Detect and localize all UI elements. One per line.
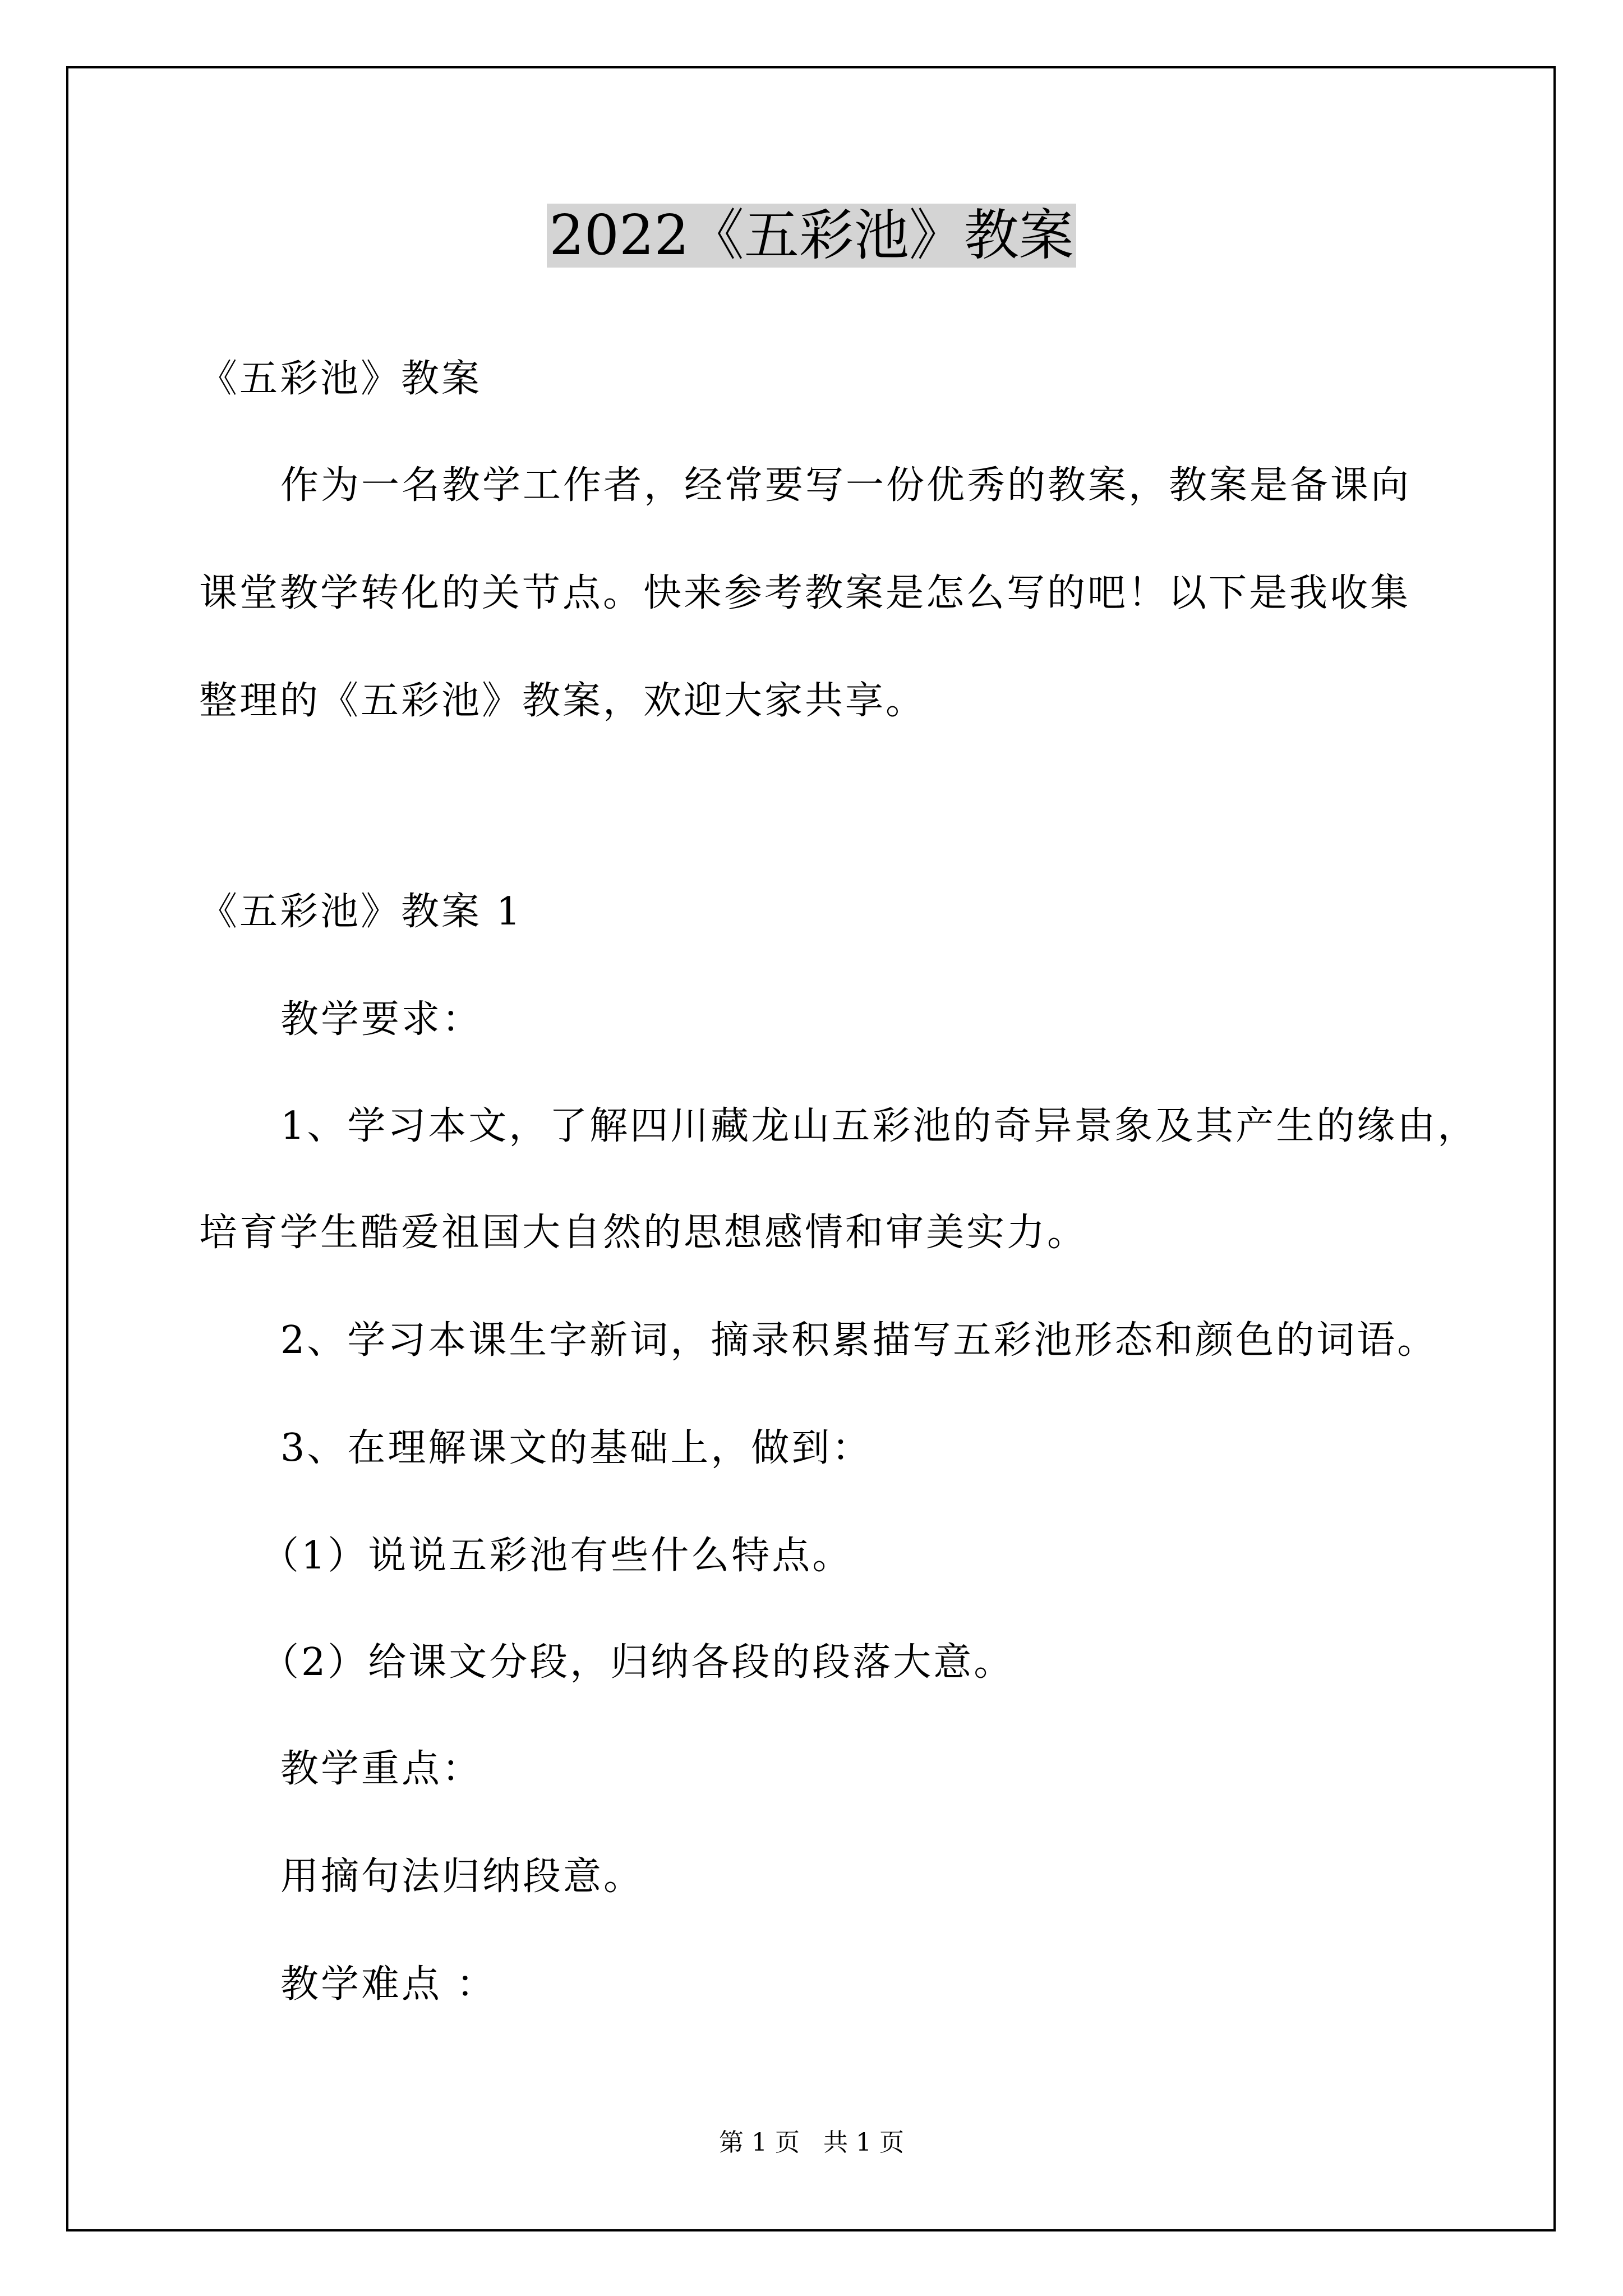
paragraph: （2）给课文分段，归纳各段的段落大意。	[261, 1640, 1015, 1685]
paragraph: 教学要求：	[280, 997, 483, 1042]
intro-line-3: 整理的《五彩池》教案，欢迎大家共享。	[199, 679, 926, 723]
paragraph: 教学难点 ：	[280, 1962, 497, 2007]
intro-line-1: 作为一名教学工作者，经常要写一份优秀的教案，教案是备课向	[280, 463, 1412, 508]
section-heading: 《五彩池》教案 1	[199, 890, 523, 934]
paragraph: 2、学习本课生字新词，摘录积累描写五彩池形态和颜色的词语。	[280, 1318, 1438, 1363]
intro-line-2: 课堂教学转化的关节点。快来参考教案是怎么写的吧！以下是我收集	[199, 571, 1411, 615]
paragraph: （1）说说五彩池有些什么特点。	[261, 1534, 853, 1578]
paragraph: 用摘句法归纳段意。	[280, 1855, 644, 1899]
paragraph: 1、学习本文，了解四川藏龙山五彩池的奇异景象及其产生的缘由，	[280, 1104, 1478, 1148]
subtitle: 《五彩池》教案	[199, 357, 482, 401]
page-footer: 第 1 页 共 1 页	[719, 2128, 904, 2157]
paragraph: 3、在理解课文的基础上，做到：	[280, 1426, 873, 1470]
document-title: 2022《五彩池》教案	[0, 197, 1623, 274]
paragraph: 培育学生酷爱祖国大自然的思想感情和审美实力。	[199, 1211, 1088, 1255]
paragraph: 教学重点：	[280, 1747, 483, 1791]
